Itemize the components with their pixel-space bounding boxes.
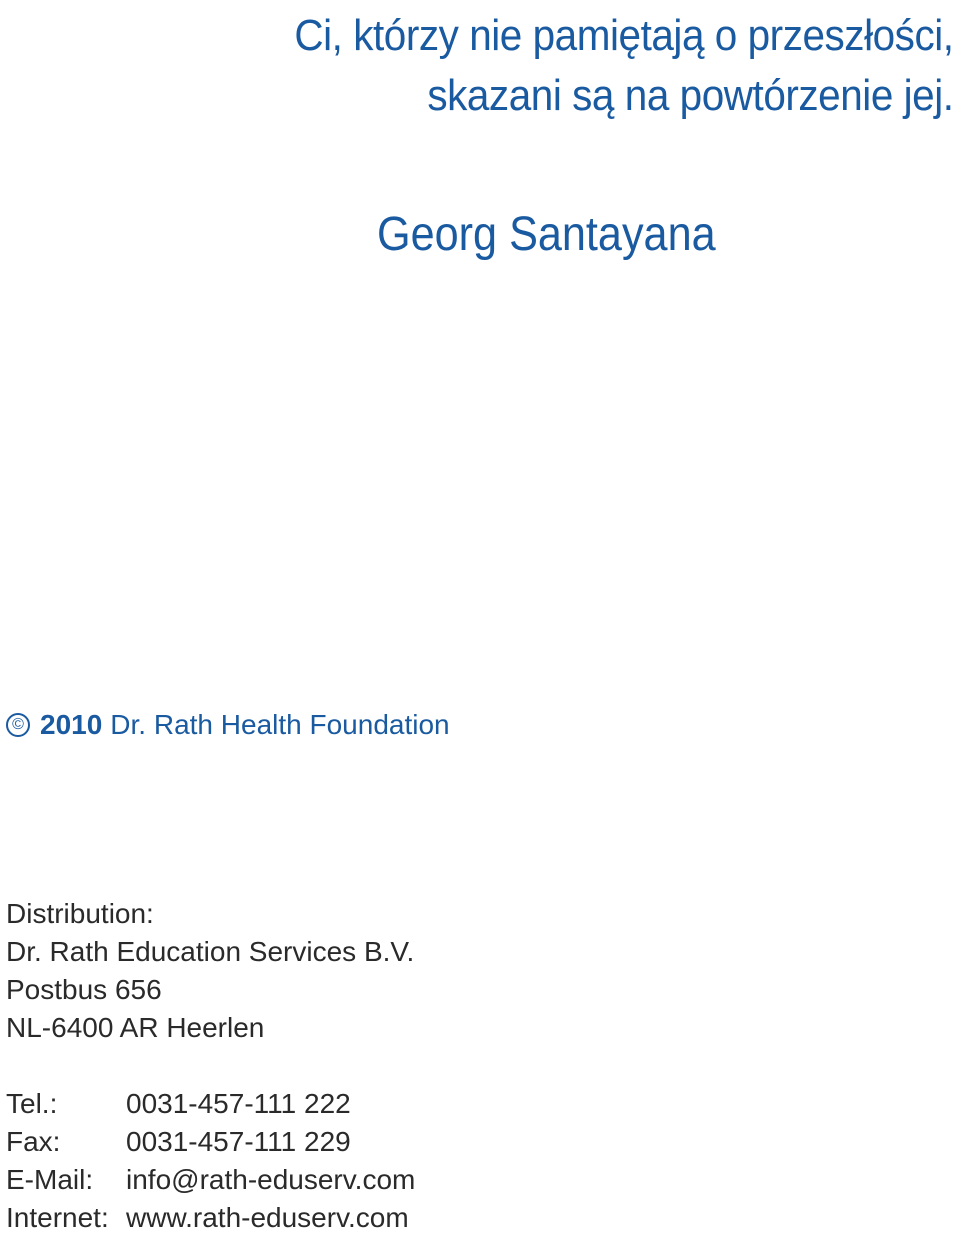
contact-value-tel: 0031-457-111 222	[126, 1088, 351, 1119]
contact-row-internet	[6, 1199, 415, 1237]
contact-label: Tel.:	[6, 1088, 58, 1119]
distribution-company: Dr. Rath Education Services B.V.	[6, 936, 415, 967]
distribution-label: Distribution:	[6, 898, 154, 929]
copyright-icon: ©	[6, 713, 30, 737]
copyright-notice	[6, 705, 450, 745]
contact-label: Internet:	[6, 1202, 109, 1233]
contact-row-tel	[6, 1085, 415, 1123]
contact-row-email	[6, 1161, 415, 1199]
distribution-postbus: Postbus 656	[6, 974, 162, 1005]
distribution-block	[6, 895, 414, 1047]
distribution-city: NL-6400 AR Heerlen	[6, 1012, 265, 1043]
contact-value-email[interactable]: info@rath-eduserv.com	[126, 1164, 416, 1195]
quote	[295, 6, 954, 126]
contact-value-fax: 0031-457-111 229	[126, 1126, 351, 1157]
quote-line-2: skazani są na powtórzenie jej.	[427, 71, 954, 120]
contact-value-internet[interactable]: www.rath-eduserv.com	[126, 1202, 409, 1233]
contact-label: E-Mail:	[6, 1164, 94, 1195]
quote-line-1: Ci, którzy nie pamiętają o przeszłości,	[294, 11, 954, 60]
contact-label: Fax:	[6, 1126, 61, 1157]
copyright-holder: Dr. Rath Health Foundation	[110, 709, 450, 740]
contact-list	[6, 1085, 415, 1237]
quote-author: Georg Santayana	[377, 208, 716, 261]
contact-row-fax	[6, 1123, 415, 1161]
copyright-year: 2010	[40, 709, 103, 740]
